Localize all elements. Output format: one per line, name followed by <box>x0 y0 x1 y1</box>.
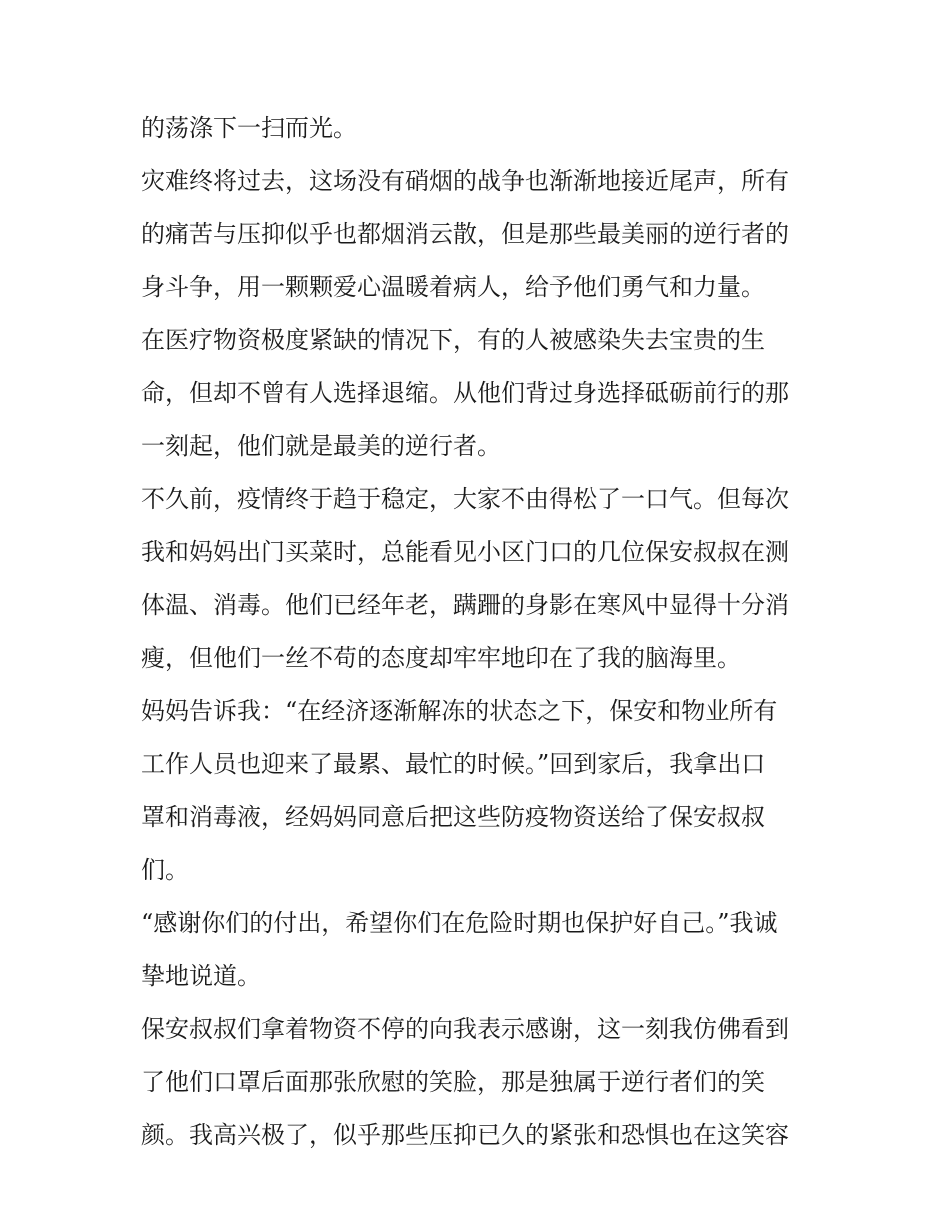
text-line-13: 工作人员也迎来了最累、最忙的时候。”回到家后，我拿出口 <box>141 750 766 778</box>
text-line-16: “感谢你们的付出，希望你们在危险时期也保护好自己。”我诚 <box>141 909 778 937</box>
text-line-19: 了他们口罩后面那张欣慰的笑脸，那是独属于逆行者们的笑 <box>141 1068 765 1096</box>
text-line-5: 在医疗物资极度紧缺的情况下，有的人被感染失去宝贵的生 <box>141 326 765 354</box>
text-line-12: 妈妈告诉我：“在经济逐渐解冻的状态之下，保安和物业所有 <box>141 697 778 725</box>
text-line-10: 体温、消毒。他们已经年老，蹒跚的身影在寒风中显得十分消 <box>141 591 789 619</box>
text-line-2: 灾难终将过去，这场没有硝烟的战争也渐渐地接近尾声，所有 <box>141 167 789 195</box>
text-line-18: 保安叔叔们拿着物资不停的向我表示感谢，这一刻我仿佛看到 <box>141 1015 789 1043</box>
text-line-3: 的痛苦与压抑似乎也都烟消云散，但是那些最美丽的逆行者的 <box>141 220 789 248</box>
text-line-9: 我和妈妈出门买菜时，总能看见小区门口的几位保安叔叔在测 <box>141 538 789 566</box>
text-line-15: 们。 <box>141 856 189 884</box>
text-line-6: 命，但却不曾有人选择退缩。从他们背过身选择砥砺前行的那 <box>141 379 789 407</box>
text-line-11: 瘦，但他们一丝不苟的态度却牢牢地印在了我的脑海里。 <box>141 644 741 672</box>
text-line-4: 身斗争，用一颗颗爱心温暖着病人，给予他们勇气和力量。 <box>141 273 765 301</box>
text-line-14: 罩和消毒液，经妈妈同意后把这些防疫物资送给了保安叔叔 <box>141 803 765 831</box>
text-line-7: 一刻起，他们就是最美的逆行者。 <box>141 432 501 460</box>
text-line-17: 挚地说道。 <box>141 962 261 990</box>
text-line-20: 颜。我高兴极了，似乎那些压抑已久的紧张和恐惧也在这笑容 <box>141 1121 789 1149</box>
text-line-8: 不久前，疫情终于趋于稳定，大家不由得松了一口气。但每次 <box>141 485 789 513</box>
text-line-1: 的荡涤下一扫而光。 <box>141 114 357 142</box>
